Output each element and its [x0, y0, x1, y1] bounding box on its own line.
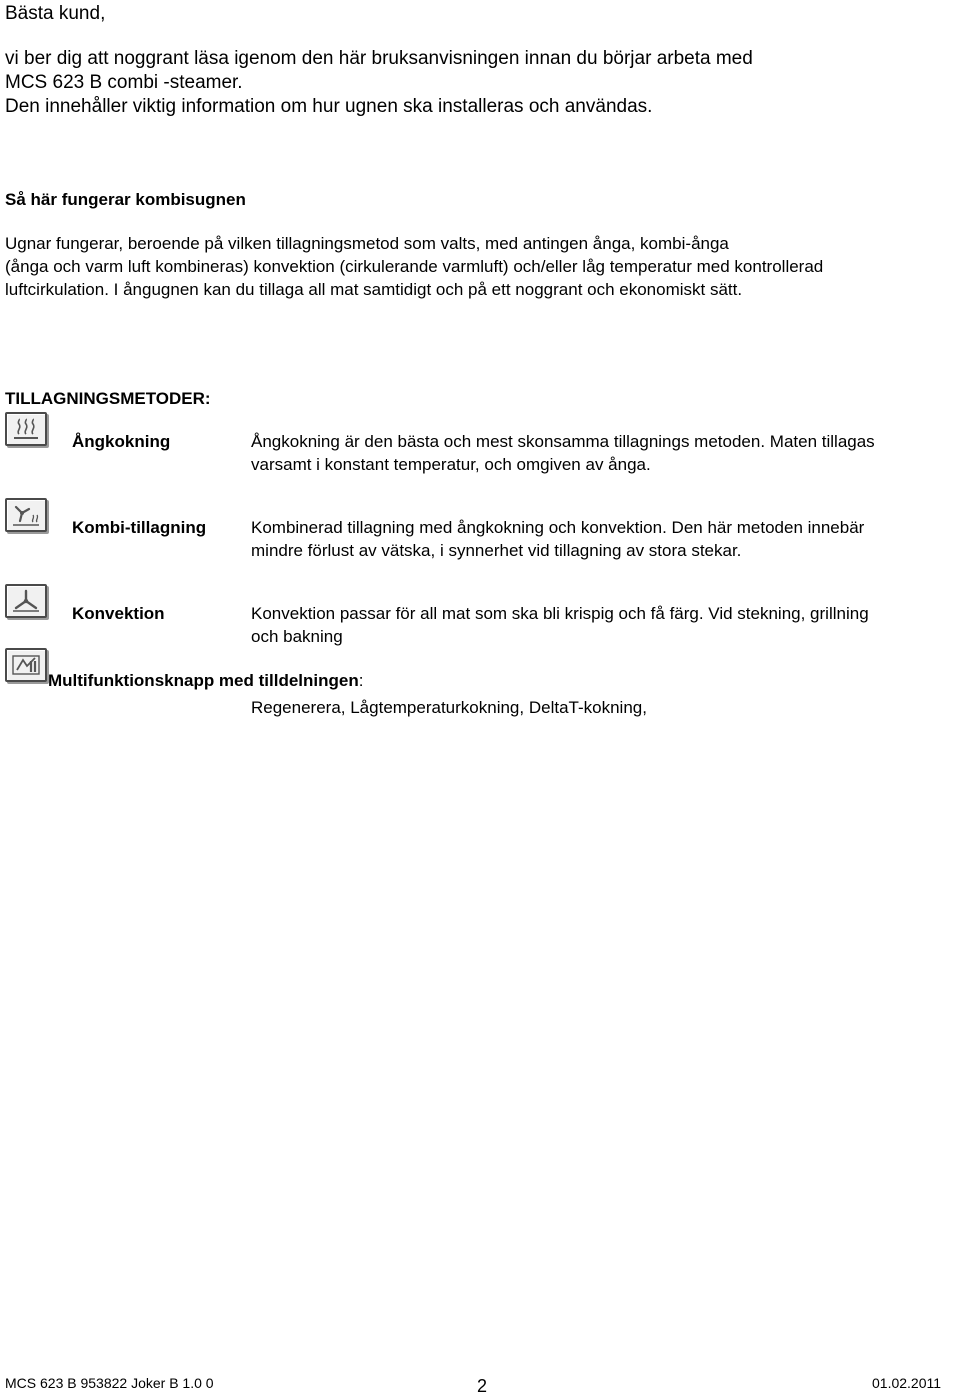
how-it-works-heading: Så här fungerar kombisugnen [5, 190, 246, 209]
method-desc-steam-1: Ångkokning är den bästa och mest skonsamma tillagnings metoden. Maten tillagas [251, 432, 875, 451]
how-it-works-line-2: (ånga och varm luft kombineras) konvektion (cirkulerande varmluft) och/eller låg temperatur med kontrollerad [5, 257, 824, 276]
intro-line-3: Den innehåller viktig information om hur ugnen ska installeras och användas. [5, 96, 653, 117]
multifunction-label [48, 669, 363, 692]
how-it-works-line-3: luftcirkulation. I ångugnen kan du tillaga all mat samtidigt och på ett noggrant och ekonomiskt sätt. [5, 280, 743, 299]
footer-model: MCS 623 B 953822 Joker B 1.0 0 [5, 1375, 214, 1391]
fan-icon [5, 584, 47, 618]
intro-line-2: MCS 623 B combi -steamer. [5, 72, 243, 93]
method-name-combi: Kombi-tillagning [72, 518, 207, 537]
method-name-steam: Ångkokning [72, 432, 171, 451]
multifunction-icon [5, 648, 47, 682]
steam-icon [5, 412, 47, 446]
multifunction-label-bold: Multifunktionsknapp med tilldelningen [48, 671, 359, 690]
method-desc-steam-2: varsamt i konstant temperatur, och omgiven av ånga. [251, 455, 651, 474]
method-desc-combi-1: Kombinerad tillagning med ångkokning och konvektion. Den här metoden innebär [251, 518, 865, 537]
method-desc-convection-1: Konvektion passar för all mat som ska bli krispig och få färg. Vid stekning, grillning [251, 604, 869, 623]
combi-icon [5, 498, 47, 532]
greeting: Bästa kund, [5, 3, 106, 24]
methods-heading: TILLAGNINGSMETODER: [5, 389, 211, 408]
method-name-convection: Konvektion [72, 604, 165, 623]
intro-line-1: vi ber dig att noggrant läsa igenom den här bruksanvisningen innan du börjar arbeta med [5, 48, 753, 69]
method-desc-convection-2: och bakning [251, 627, 343, 646]
method-desc-combi-2: mindre förlust av vätska, i synnerhet vid tillagning av stora stekar. [251, 541, 742, 560]
multifunction-label-colon: : [358, 671, 364, 690]
multifunction-desc: Regenerera, Lågtemperaturkokning, DeltaT-kokning, [251, 698, 647, 717]
how-it-works-line-1: Ugnar fungerar, beroende på vilken tillagningsmetod som valts, med antingen ånga, kombi-ånga [5, 234, 729, 253]
footer-date: 01.02.2011 [872, 1375, 942, 1391]
footer-page-number: 2 [477, 1376, 488, 1396]
